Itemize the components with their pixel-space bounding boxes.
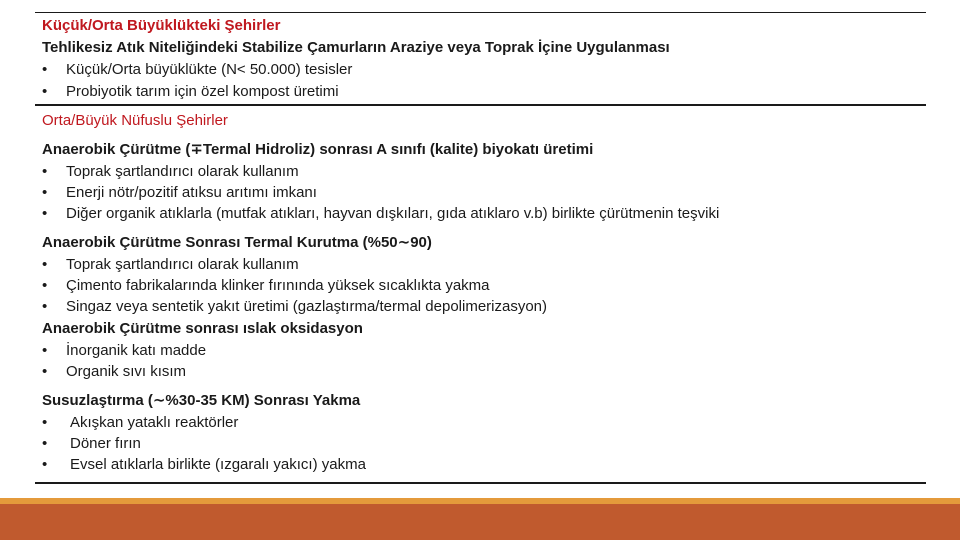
bullet-icon: •: [42, 363, 48, 380]
bullet-icon: •: [42, 205, 48, 222]
bullet-icon: •: [42, 184, 48, 201]
list-item: Evsel atıklarla birlikte (ızgaralı yakıcı) yakma: [70, 456, 366, 473]
list-item: Enerji nötr/pozitif atıksu arıtımı imkanı: [66, 184, 317, 201]
group-title: Susuzlaştırma (∼%30-35 KM) Sonrası Yakma: [42, 392, 361, 409]
list-item: Organik sıvı kısım: [66, 363, 187, 380]
section1-heading: Küçük/Orta Büyüklükteki Şehirler: [42, 17, 281, 34]
bullet-icon: •: [42, 256, 48, 273]
bullet-icon: •: [42, 163, 48, 180]
section2-heading: Orta/Büyük Nüfuslu Şehirler: [42, 112, 228, 129]
list-item: Akışkan yataklı reaktörler: [70, 414, 239, 431]
section-divider: [35, 104, 926, 106]
bullet-icon: •: [42, 277, 48, 294]
list-item: Döner fırın: [70, 435, 141, 452]
list-item: Diğer organik atıklarla (mutfak atıkları, hayvan dışkıları, gıda atıklaro v.b) birlikte çürütmenin teşviki: [66, 205, 720, 222]
list-item: Toprak şartlandırıcı olarak kullanım: [66, 163, 299, 180]
bullet-icon: •: [42, 456, 48, 473]
group-title: Anaerobik Çürütme Sonrası Termal Kurutma (%50∼90): [42, 234, 432, 251]
list-item: Toprak şartlandırıcı olarak kullanım: [66, 256, 299, 273]
group-title: Anaerobik Çürütme sonrası ıslak oksidasyon: [42, 320, 363, 337]
bullet-icon: •: [42, 298, 48, 315]
list-item: Singaz veya sentetik yakıt üretimi (gazlaştırma/termal depolimerizasyon): [66, 298, 548, 315]
list-item: Probiyotik tarım için özel kompost üretimi: [66, 83, 339, 100]
bullet-icon: •: [42, 342, 48, 359]
bottom-rule: [35, 482, 926, 484]
group-title: Anaerobik Çürütme (∓Termal Hidroliz) sonrası A sınıfı (kalite) biyokatı üretimi: [42, 141, 594, 158]
footer-bar: [0, 504, 960, 540]
top-rule: [35, 12, 926, 13]
list-item: İnorganik katı madde: [66, 342, 207, 359]
bullet-icon: •: [42, 414, 48, 431]
section1-subheading: Tehlikesiz Atık Niteliğindeki Stabilize Çamurların Araziye veya Toprak İçine Uygulanması: [42, 39, 670, 56]
bullet-icon: •: [42, 83, 48, 100]
list-item: Çimento fabrikalarında klinker fırınında yüksek sıcaklıkta yakma: [66, 277, 490, 294]
bullet-icon: •: [42, 435, 48, 452]
bullet-icon: •: [42, 61, 48, 78]
list-item: Küçük/Orta büyüklükte (N< 50.000) tesisler: [66, 61, 353, 78]
